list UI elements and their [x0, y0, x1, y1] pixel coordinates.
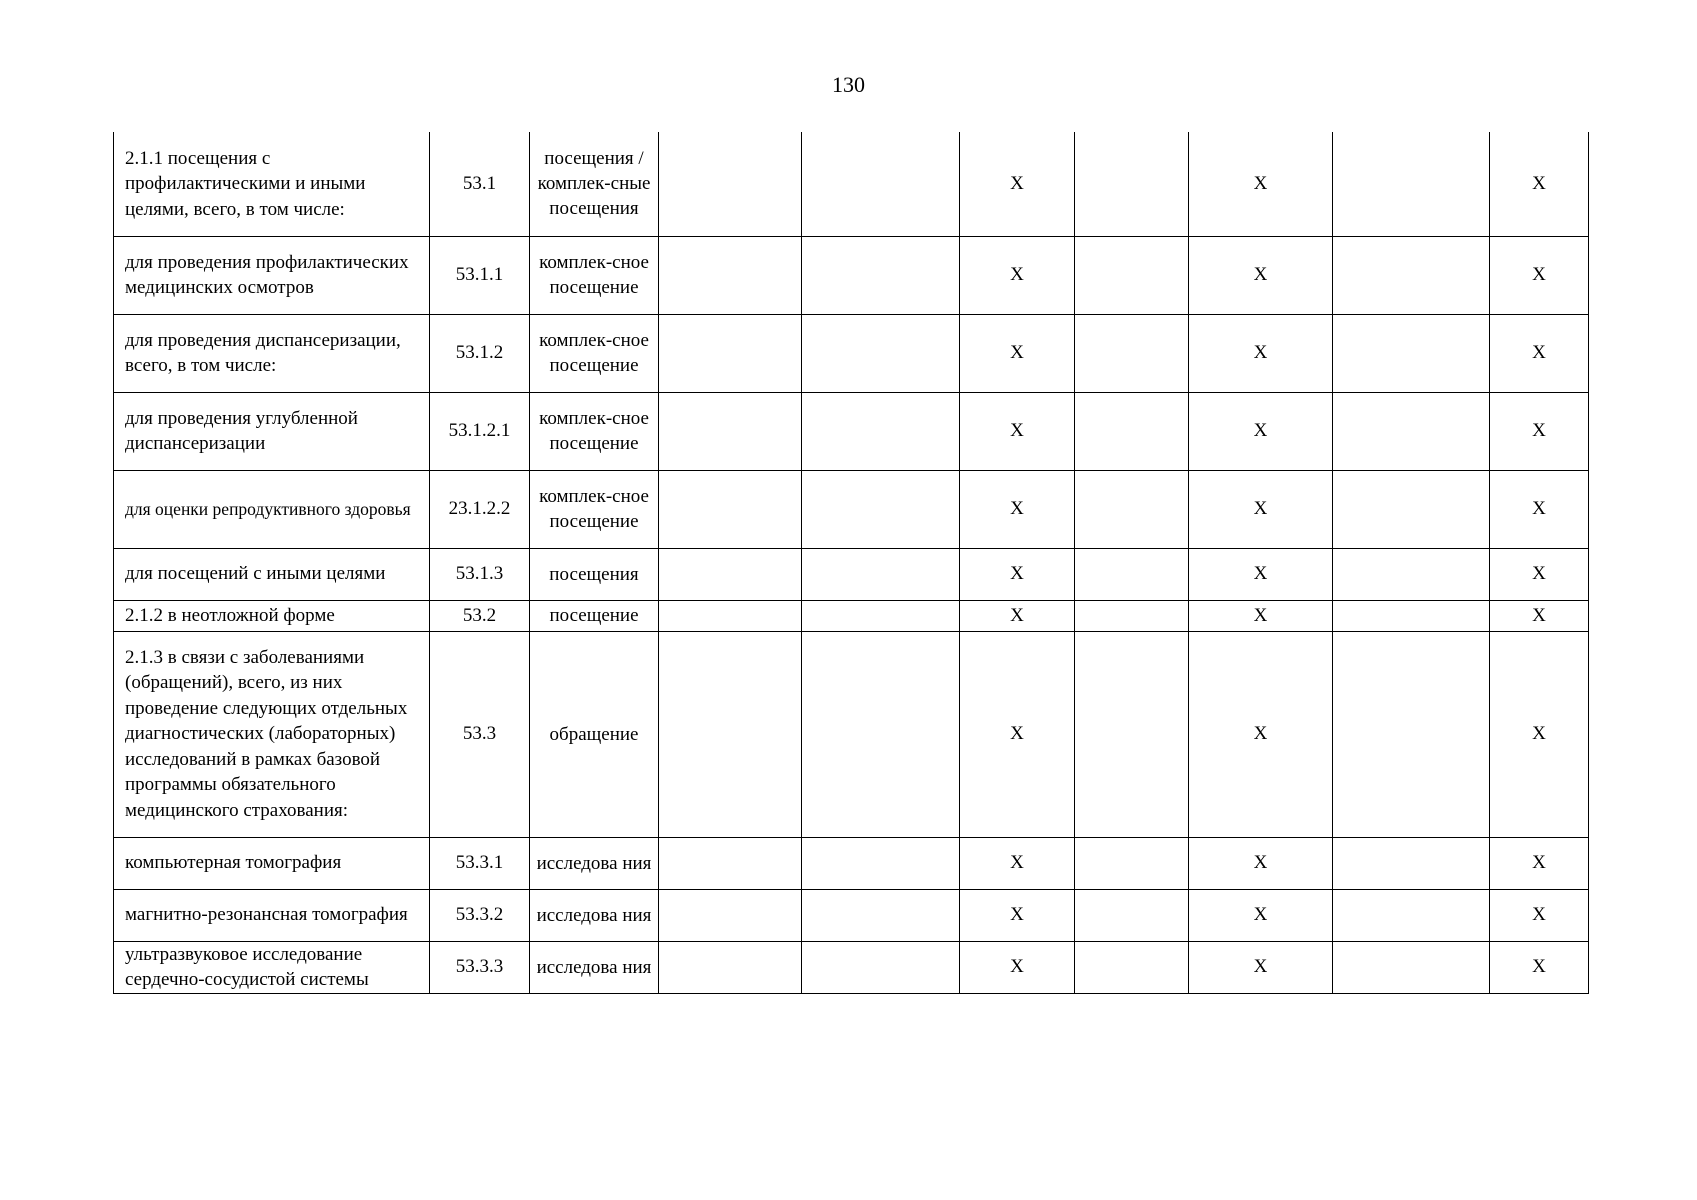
table-row — [114, 470, 1589, 548]
empty-cell — [802, 941, 960, 993]
row-unit: посещения — [530, 548, 659, 600]
cell-x: X — [1189, 600, 1333, 631]
row-name: для проведения профилактических медицинских осмотров — [114, 236, 430, 314]
empty-cell — [659, 470, 802, 548]
cell-x: X — [1490, 941, 1589, 993]
empty-cell — [659, 941, 802, 993]
row-code: 53.1.2.1 — [430, 392, 530, 470]
cell-x: X — [1490, 600, 1589, 631]
cell-x: X — [1189, 132, 1333, 236]
empty-cell — [1075, 236, 1189, 314]
row-name: 2.1.1 посещения с профилактическими и иными целями, всего, в том числе: — [114, 132, 430, 236]
cell-x: X — [1490, 314, 1589, 392]
row-code: 53.3 — [430, 631, 530, 837]
row-code: 53.1.1 — [430, 236, 530, 314]
row-name: компьютерная томография — [114, 837, 430, 889]
cell-x: X — [960, 600, 1075, 631]
row-code: 53.1.2 — [430, 314, 530, 392]
row-unit: исследова ния — [530, 889, 659, 941]
empty-cell — [802, 470, 960, 548]
empty-cell — [802, 392, 960, 470]
cell-x: X — [1490, 631, 1589, 837]
row-code: 53.3.1 — [430, 837, 530, 889]
empty-cell — [1075, 889, 1189, 941]
table-row — [114, 548, 1589, 600]
row-name: для посещений с иными целями — [114, 548, 430, 600]
empty-cell — [802, 631, 960, 837]
row-unit: исследова ния — [530, 941, 659, 993]
cell-x: X — [1490, 470, 1589, 548]
empty-cell — [1333, 236, 1490, 314]
empty-cell — [1075, 392, 1189, 470]
row-unit: исследова ния — [530, 837, 659, 889]
empty-cell — [1333, 600, 1490, 631]
empty-cell — [802, 548, 960, 600]
empty-cell — [802, 314, 960, 392]
cell-x: X — [1490, 837, 1589, 889]
cell-x: X — [960, 470, 1075, 548]
row-name: 2.1.2 в неотложной форме — [114, 600, 430, 631]
page-number: 130 — [832, 72, 865, 97]
row-unit: обращение — [530, 631, 659, 837]
empty-cell — [659, 837, 802, 889]
table-row — [114, 600, 1589, 631]
empty-cell — [1075, 132, 1189, 236]
table-row — [114, 392, 1589, 470]
row-code: 53.3.3 — [430, 941, 530, 993]
empty-cell — [1333, 470, 1490, 548]
cell-x: X — [1189, 941, 1333, 993]
cell-x: X — [1189, 314, 1333, 392]
row-code: 53.1.3 — [430, 548, 530, 600]
table-row — [114, 941, 1589, 993]
empty-cell — [659, 132, 802, 236]
data-table — [113, 132, 1589, 994]
cell-x: X — [960, 132, 1075, 236]
empty-cell — [1075, 314, 1189, 392]
table-row — [114, 236, 1589, 314]
cell-x: X — [960, 314, 1075, 392]
row-name: магнитно-резонансная томография — [114, 889, 430, 941]
cell-x: X — [1189, 631, 1333, 837]
empty-cell — [802, 837, 960, 889]
row-name: для оценки репродуктивного здоровья — [114, 470, 430, 548]
empty-cell — [1333, 941, 1490, 993]
empty-cell — [659, 236, 802, 314]
table-row — [114, 132, 1589, 236]
empty-cell — [659, 392, 802, 470]
row-unit: комплек-сное посещение — [530, 392, 659, 470]
cell-x: X — [960, 837, 1075, 889]
row-code: 53.1 — [430, 132, 530, 236]
empty-cell — [1075, 631, 1189, 837]
empty-cell — [802, 132, 960, 236]
empty-cell — [1333, 548, 1490, 600]
empty-cell — [1333, 889, 1490, 941]
cell-x: X — [960, 941, 1075, 993]
table-row — [114, 889, 1589, 941]
empty-cell — [659, 889, 802, 941]
table-row — [114, 314, 1589, 392]
cell-x: X — [960, 392, 1075, 470]
empty-cell — [802, 889, 960, 941]
cell-x: X — [960, 548, 1075, 600]
cell-x: X — [1189, 837, 1333, 889]
empty-cell — [1333, 837, 1490, 889]
cell-x: X — [960, 236, 1075, 314]
cell-x: X — [960, 631, 1075, 837]
empty-cell — [1075, 548, 1189, 600]
empty-cell — [1333, 392, 1490, 470]
empty-cell — [659, 314, 802, 392]
cell-x: X — [1490, 392, 1589, 470]
row-name: ультразвуковое исследование сердечно-сосудистой системы — [114, 941, 430, 993]
empty-cell — [659, 600, 802, 631]
empty-cell — [1333, 631, 1490, 837]
empty-cell — [1333, 314, 1490, 392]
row-code: 53.2 — [430, 600, 530, 631]
row-unit: комплек-сное посещение — [530, 236, 659, 314]
cell-x: X — [1490, 889, 1589, 941]
row-unit: комплек-сное посещение — [530, 314, 659, 392]
empty-cell — [1075, 470, 1189, 548]
cell-x: X — [1490, 236, 1589, 314]
row-unit: комплек-сное посещение — [530, 470, 659, 548]
empty-cell — [1333, 132, 1490, 236]
row-unit: посещение — [530, 600, 659, 631]
empty-cell — [1075, 941, 1189, 993]
row-name: 2.1.3 в связи с заболеваниями (обращений), всего, из них проведение следующих отдельных диагностических (лабораторных) исследований в рамках базовой программы обязательного медицинского страхования: — [114, 631, 430, 837]
empty-cell — [1075, 837, 1189, 889]
cell-x: X — [1490, 548, 1589, 600]
empty-cell — [659, 548, 802, 600]
cell-x: X — [1189, 392, 1333, 470]
row-name: для проведения диспансеризации, всего, в том числе: — [114, 314, 430, 392]
empty-cell — [802, 600, 960, 631]
cell-x: X — [960, 889, 1075, 941]
cell-x: X — [1490, 132, 1589, 236]
cell-x: X — [1189, 236, 1333, 314]
row-code: 53.3.2 — [430, 889, 530, 941]
empty-cell — [659, 631, 802, 837]
cell-x: X — [1189, 889, 1333, 941]
empty-cell — [1075, 600, 1189, 631]
table-row — [114, 837, 1589, 889]
cell-x: X — [1189, 548, 1333, 600]
table-row — [114, 631, 1589, 837]
cell-x: X — [1189, 470, 1333, 548]
row-unit: посещения /комплек-сные посещения — [530, 132, 659, 236]
empty-cell — [802, 236, 960, 314]
row-code: 23.1.2.2 — [430, 470, 530, 548]
row-name: для проведения углубленной диспансеризации — [114, 392, 430, 470]
